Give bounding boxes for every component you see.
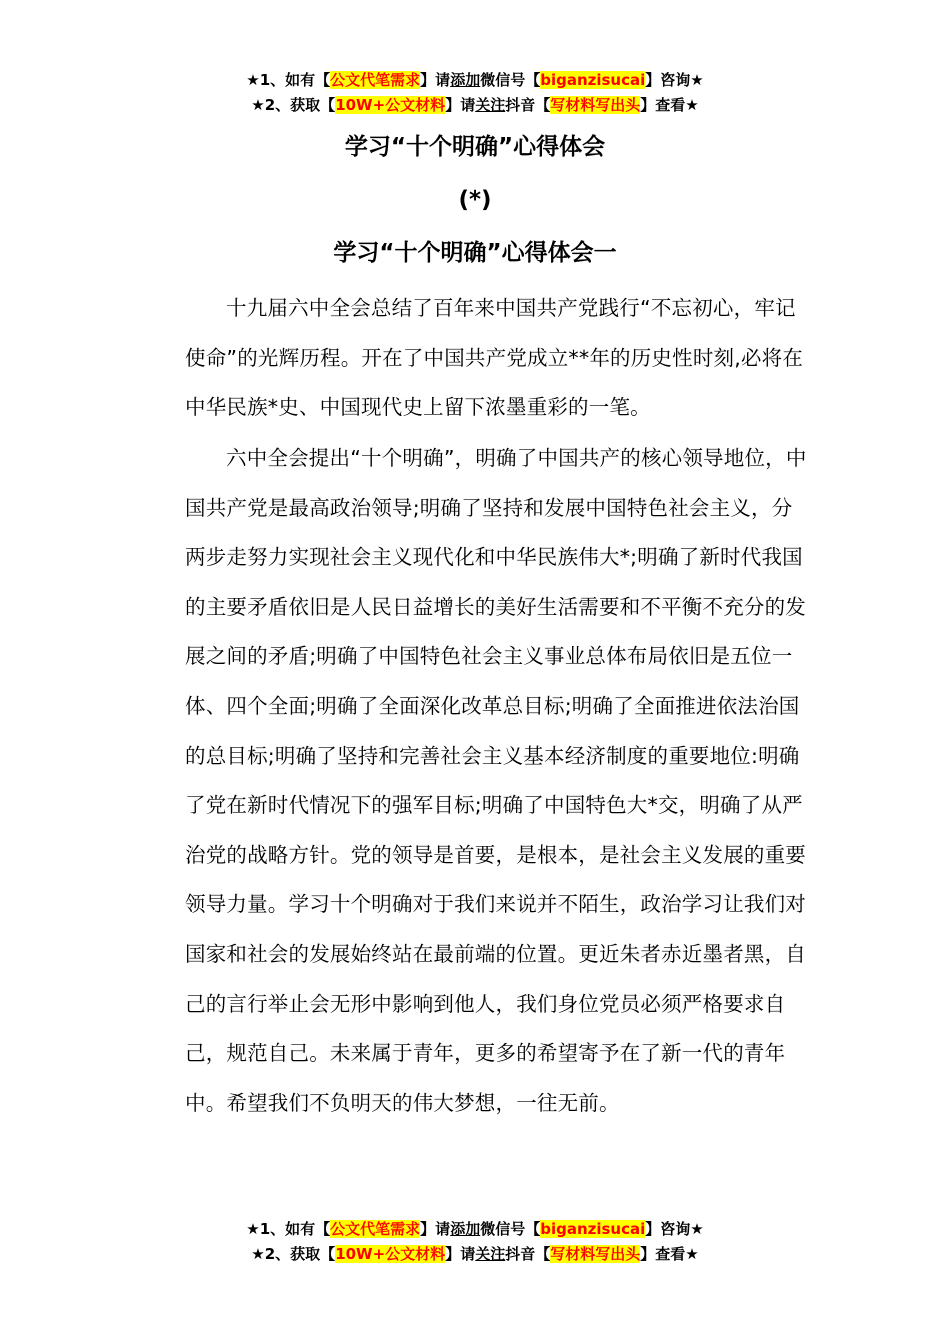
banner-line-2	[0, 1242, 950, 1267]
banner-highlight: biganzisucai	[540, 71, 646, 89]
banner-highlight: 10W+公文材料	[335, 96, 446, 114]
banner-text: 】请	[420, 71, 451, 89]
banner-text: 微信号【	[480, 71, 541, 89]
bottom-banner	[0, 1217, 950, 1267]
document-title: 学习“十个明确”心得体会	[344, 134, 606, 160]
banner-underlined-text: 添加	[450, 1220, 481, 1238]
banner-text: 】请	[445, 96, 476, 114]
banner-highlight: 10W+公文材料	[335, 1245, 446, 1263]
banner-highlight: 公文代笔需求	[330, 71, 421, 89]
banner-underlined-text: 关注	[475, 1245, 506, 1263]
top-banner	[0, 68, 950, 118]
banner-line-1	[0, 1217, 950, 1242]
banner-text: 】请	[420, 1220, 451, 1238]
body-paragraph-2-container	[185, 434, 810, 1128]
banner-line-1	[0, 68, 950, 93]
body-paragraph-1-container	[185, 284, 810, 433]
section-title: 学习“十个明确”心得体会一	[333, 240, 617, 266]
banner-highlight: biganzisucai	[540, 1220, 646, 1238]
banner-underlined-text: 添加	[450, 71, 481, 89]
body-paragraph: 六中全会提出“十个明确”，明确了中国共产的核心领导地位，中国共产党是最高政治领导;明确了坚持和发展中国特色社会主义，分两步走努力实现社会主义现代化和中华民族伟大*;明确了新时代我国的主要矛盾依旧是人民日益增长的美好生活需要和不平衡不充分的发展之间的矛盾;明确了中国特色社会主义事业总体布局依旧是五位一体、四个全面;明确了全面深化改革总目标;明确了全面推进依法治国的总目标;明确了坚持和完善社会主义基本经济制度的重要地位:明确了党在新时代情况下的强军目标;明确了中国特色大*交，明确了从严治党的战略方针。党的领导是首要，是根本，是社会主义发展的重要领导力量。学习十个明确对于我们来说并不陌生，政治学习让我们对国家和社会的发展始终站在最前端的位置。更近朱者赤近墨者黑，自己的言行举止会无形中影响到他人，我们身位党员必须严格要求自己，规范自己。未来属于青年，更多的希望寄予在了新一代的青年中。希望我们不负明天的伟大梦想，一往无前。	[185, 446, 807, 1115]
banner-text: 】查看★	[640, 96, 699, 114]
banner-text: 】咨询★	[645, 71, 704, 89]
banner-text: ★1、如有【	[246, 71, 331, 89]
banner-text: 抖音【	[505, 1245, 551, 1263]
banner-line-2	[0, 93, 950, 118]
banner-text: ★2、获取【	[251, 96, 336, 114]
banner-text: 微信号【	[480, 1220, 541, 1238]
banner-underlined-text: 关注	[475, 96, 506, 114]
body-paragraph: 十九届六中全会总结了百年来中国共产党践行“不忘初心，牢记使命”的光辉历程。开在了中国共产党成立**年的历史性时刻,必将在中华民族*史、中国现代史上留下浓墨重彩的一笔。	[185, 296, 804, 420]
banner-highlight: 写材料写出头	[550, 1245, 641, 1263]
banner-highlight: 公文代笔需求	[330, 1220, 421, 1238]
banner-highlight: 写材料写出头	[550, 96, 641, 114]
banner-text: 】查看★	[640, 1245, 699, 1263]
banner-text: ★1、如有【	[246, 1220, 331, 1238]
banner-text: 】咨询★	[645, 1220, 704, 1238]
banner-text: 抖音【	[505, 96, 551, 114]
banner-text: 】请	[445, 1245, 476, 1263]
banner-text: ★2、获取【	[251, 1245, 336, 1263]
document-subtitle: (*)	[458, 187, 492, 213]
